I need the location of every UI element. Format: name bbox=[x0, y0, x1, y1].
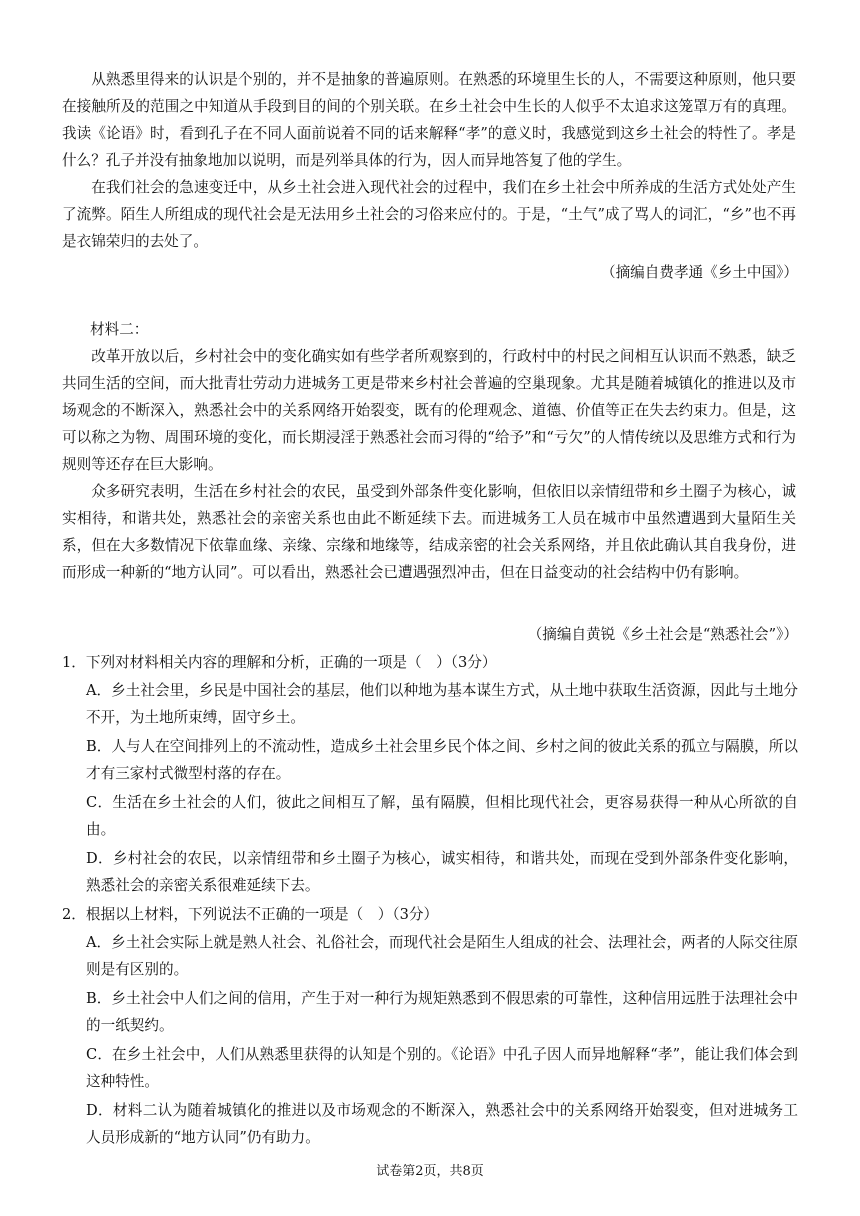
page-footer: 试卷第2页，共8页 bbox=[376, 1164, 484, 1179]
question-1-option-b: B．人与人在空间排列上的不流动性，造成乡土社会里乡民个体之间、乡村之间的彼此关系的孤立与隔膜，所以才有三家村式微型村落的存在。 bbox=[86, 738, 798, 782]
question-1-option-a: A．乡土社会里，乡民是中国社会的基层，他们以种地为基本谋生方式，从土地中获取生活资源，因此与土地分不开，为土地所束缚，固守乡土。 bbox=[86, 682, 798, 726]
question-2-option-c: C．在乡土社会中，人们从熟悉里获得的认知是个别的。《论语》中孔子因人而异地解释“孝”，能让我们体会到这种特性。 bbox=[86, 1046, 798, 1090]
question-1-stem: 1．下列对材料相关内容的理解和分析，正确的一项是（ ）（3分） bbox=[62, 654, 497, 671]
question-2-option-a: A．乡土社会实际上就是熟人社会、礼俗社会，而现代社会是陌生人组成的社会、法理社会，两者的人际交往原则是有区别的。 bbox=[86, 934, 798, 978]
material2-source: （摘编自黄锐《乡土社会是“熟悉社会”》） bbox=[527, 626, 798, 643]
question-2-stem: 2．根据以上材料，下列说法不正确的一项是（ ）（3分） bbox=[62, 906, 439, 923]
question-1-option-d: D．乡村社会的农民，以亲情纽带和乡土圈子为核心，诚实相待，和谐共处，而现在受到外部条件变化影响，熟悉社会的亲密关系很难延续下去。 bbox=[86, 850, 798, 894]
material2-paragraph-2: 众多研究表明，生活在乡村社会的农民，虽受到外部条件变化影响，但依旧以亲情纽带和乡土圈子为核心，诚实相待，和谐共处，熟悉社会的亲密关系也由此不断延续下去。而进城务工人员在城市中虽然遭遇到大量陌生关系，但在大多数情况下依靠血缘、亲缘、宗缘和地缘等，结成亲密的社会关系网络，并且依此确认其自我身份，进而形成一种新的“地方认同”。可以看出，熟悉社会已遭遇强烈冲击，但在日益变动的社会结构中仍有影响。 bbox=[62, 483, 796, 581]
material1-paragraph-1: 从熟悉里得来的认识是个别的，并不是抽象的普遍原则。在熟悉的环境里生长的人，不需要这种原则，他只要在接触所及的范围之中知道从手段到目的间的个别关联。在乡土社会中生长的人似乎不太追求这笼罩万有的真理。我读《论语》时，看到孔子在不同人面前说着不同的话来解释“孝”的意义时，我感觉到这乡土社会的特性了。孝是什么？孔子并没有抽象地加以说明，而是列举具体的行为，因人而异地答复了他的学生。 bbox=[62, 71, 796, 169]
material1-source: （摘编自费孝通《乡土中国》） bbox=[600, 264, 798, 281]
question-1-option-c: C．生活在乡土社会的人们，彼此之间相互了解，虽有隔膜，但相比现代社会，更容易获得一种从心所欲的自由。 bbox=[86, 794, 798, 838]
material2-paragraph-1: 改革开放以后，乡村社会中的变化确实如有些学者所观察到的，行政村中的村民之间相互认识而不熟悉，缺乏共同生活的空间，而大批青壮劳动力进城务工更是带来乡村社会普遍的空巢现象。尤其是随着城镇化的推进以及市场观念的不断深入，熟悉社会中的关系网络开始裂变，既有的伦理观念、道德、价值等正在失去约束力。但是，这可以称之为物、周围环境的变化，而长期浸淫于熟悉社会而习得的“给予”和“亏欠”的人情传统以及思维方式和行为规则等还存在巨大影响。 bbox=[62, 348, 796, 473]
question-2-option-b: B．乡土社会中人们之间的信用，产生于对一种行为规矩熟悉到不假思索的可靠性，这种信用远胜于法理社会中的一纸契约。 bbox=[86, 990, 798, 1034]
question-2-option-d: D．材料二认为随着城镇化的推进以及市场观念的不断深入，熟悉社会中的关系网络开始裂变，但对进城务工人员形成新的“地方认同”仍有助力。 bbox=[86, 1102, 798, 1146]
material1-paragraph-2: 在我们社会的急速变迁中，从乡土社会进入现代社会的过程中，我们在乡土社会中所养成的生活方式处处产生了流弊。陌生人所组成的现代社会是无法用乡土社会的习俗来应付的。于是，“土气”成了骂人的词汇，“乡”也不再是衣锦荣归的去处了。 bbox=[62, 179, 796, 250]
material2-heading: 材料二： bbox=[90, 321, 149, 338]
